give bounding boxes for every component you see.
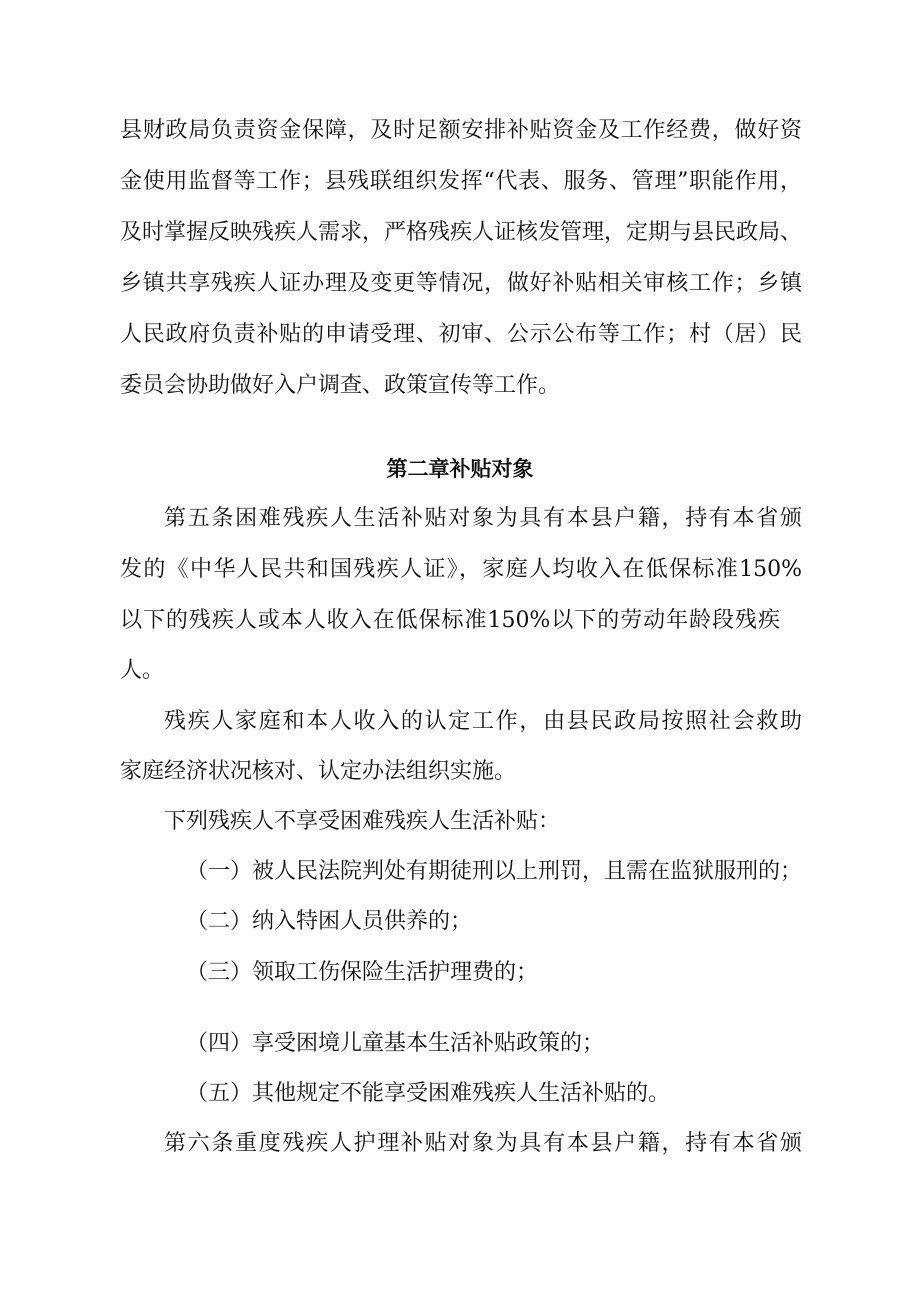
list-item: （三）领取工伤保险生活护理费的； (186, 960, 539, 985)
paragraph-line: 委员会协助做好入户调查、政策宣传等工作。 (120, 373, 561, 398)
paragraph-line: 金使用监督等工作；县残联组织发挥“代表、服务、管理”职能作用， (120, 169, 802, 194)
paragraph-line: 第五条困难残疾人生活补贴对象为具有本县户籍，持有本省颁 (164, 506, 802, 531)
paragraph-line: 人民政府负责补贴的申请受理、初审、公示公布等工作；村（居）民 (120, 322, 802, 347)
paragraph-line: 县财政局负责资金保障，及时足额安排补贴资金及工作经费，做好资 (120, 118, 802, 143)
paragraph-line: 第六条重度残疾人护理补贴对象为具有本县户籍，持有本省颁 (164, 1131, 802, 1156)
paragraph-line: 残疾人家庭和本人收入的认定工作，由县民政局按照社会救助 (164, 709, 802, 734)
list-item: （四）享受困境儿童基本生活补贴政策的； (186, 1031, 605, 1056)
paragraph-line: 家庭经济状况核对、认定办法组织实施。 (120, 759, 517, 784)
paragraph-line: 以下的残疾人或本人收入在低保标准150%以下的劳动年龄段残疾 (120, 608, 780, 633)
paragraph-line: 下列残疾人不享受困难残疾人生活补贴： (164, 809, 561, 834)
list-item: （一）被人民法院判处有期徒刑以上刑罚，且需在监狱服刑的； (186, 859, 803, 884)
paragraph-line: 及时掌握反映残疾人需求，严格残疾人证核发管理，定期与县民政局、 (120, 220, 803, 245)
paragraph-line: 人。 (120, 658, 165, 683)
list-item: （二）纳入特困人员供养的； (186, 909, 473, 934)
paragraph-line: 乡镇共享残疾人证办理及变更等情况，做好补贴相关审核工作；乡镇 (120, 271, 802, 296)
list-item: （五）其他规定不能享受困难残疾人生活补贴的。 (186, 1081, 671, 1106)
chapter-heading: 第二章补贴对象 (386, 457, 534, 481)
paragraph-line: 发的《中华人民共和国残疾人证》，家庭人均收入在低保标准150% (120, 557, 802, 582)
